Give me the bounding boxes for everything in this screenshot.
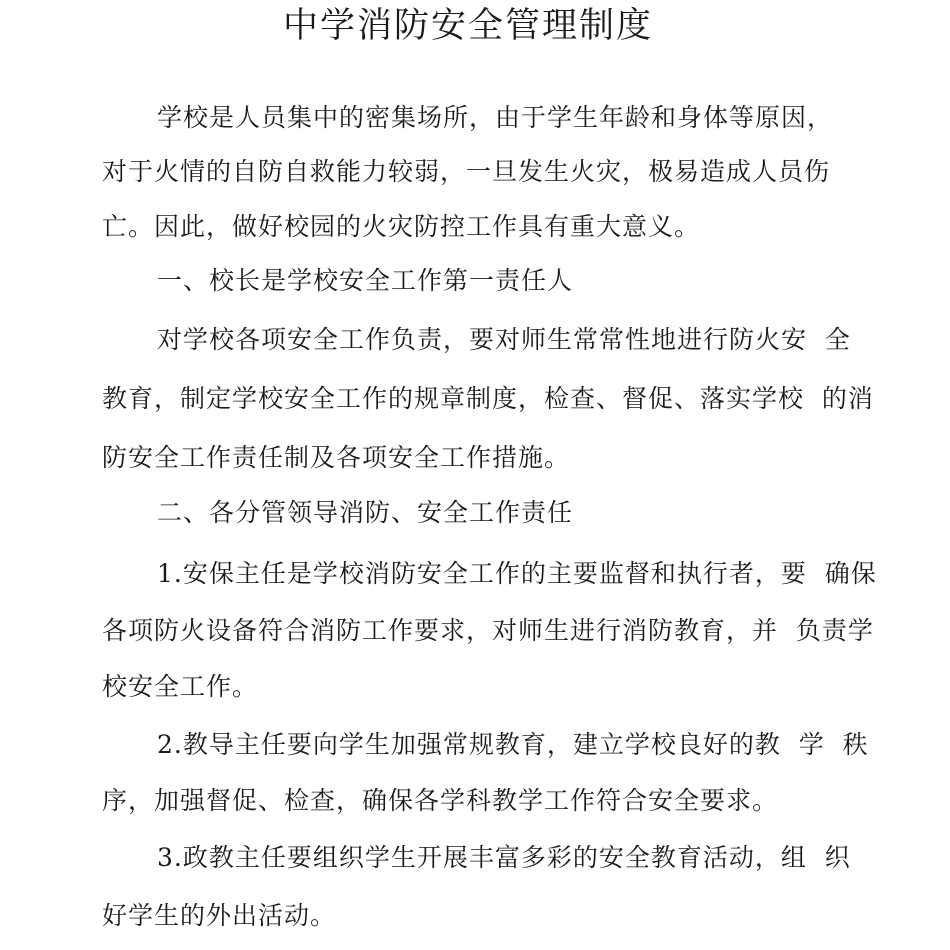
paragraph-line: 2.教导主任要向学生加强常规教育，建立学校良好的教 学 秩 [157,730,869,759]
paragraph-line: 3.政教主任要组织学生开展丰富多彩的安全教育活动，组 织 [157,843,851,872]
paragraph-line: 1.安保主任是学校消防安全工作的主要监督和执行者，要 确保 [157,559,877,588]
document-title: 中学消防安全管理制度 [282,6,653,46]
paragraph-line: 亡。因此，做好校园的火灾防控工作具有重大意义。 [102,212,701,241]
paragraph-line: 好学生的外出活动。 [102,901,337,930]
section-heading: 二、各分管领导消防、安全工作责任 [157,498,574,527]
paragraph-line: 校安全工作。 [102,672,259,701]
paragraph-line: 教育，制定学校安全工作的规章制度，检查、督促、落实学校 的消 [102,384,874,413]
paragraph-line: 对学校各项安全工作负责，要对师生常常性地进行防火安 全 [157,325,851,354]
paragraph-line: 各项防火设备符合消防工作要求，对师生进行消防教育，并 负责学 [102,616,874,645]
section-heading: 一、校长是学校安全工作第一责任人 [157,266,574,295]
paragraph-line: 序，加强督促、检查，确保各学科教学工作符合安全要求。 [102,786,779,815]
paragraph-line: 对于火情的自防自救能力较弱，一旦发生火灾，极易造成人员伤 [102,157,831,186]
paragraph-line: 防安全工作责任制及各项安全工作措施。 [102,443,571,472]
paragraph-line: 学校是人员集中的密集场所，由于学生年龄和身体等原因， [157,103,834,132]
